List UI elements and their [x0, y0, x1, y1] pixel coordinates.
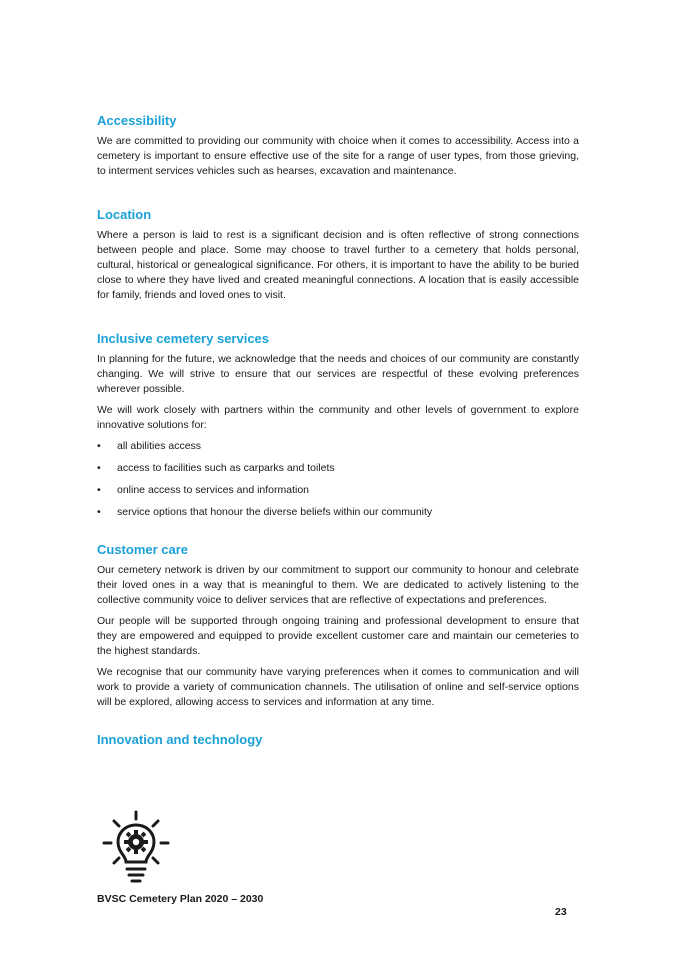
page-number: 23 [555, 906, 567, 918]
paragraph: Where a person is laid to rest is a significant decision and is often reflective of strong connections between people and place. Some may choose to travel further to a cemetery that holds personal, cultural, historical or genealogical significance. For others, it is important to have the ability to be buried close to where they have lived and created meaningful connections. A location that is easily accessible for family, friends and loved ones to visit. [97, 229, 579, 301]
lightbulb-gear-icon [100, 810, 172, 884]
section-accessibility [97, 113, 579, 179]
section-heading: Accessibility [97, 113, 177, 128]
bullet-marker: • [97, 462, 101, 474]
section-innovation-and-technology [97, 732, 579, 748]
paragraph: We will work closely with partners within the community and other levels of government to explore innovative solutions for: [97, 404, 579, 431]
list-item [97, 505, 579, 520]
list-item-text: access to facilities such as carparks and toilets [117, 462, 335, 474]
list-item [97, 483, 579, 498]
section-heading: Customer care [97, 542, 189, 557]
section-location [97, 207, 579, 303]
footer-document-title: BVSC Cemetery Plan 2020 – 2030 [97, 893, 264, 905]
section-inclusive-cemetery-services [97, 331, 579, 520]
list-item-text: online access to services and information [117, 484, 310, 496]
section-heading: Location [97, 207, 152, 222]
paragraph: We recognise that our community have varying preferences when it comes to communication and will work to provide a variety of communication channels. The utilisation of online and self-service options will be explored, allowing access to services and information at any time. [97, 666, 579, 708]
list-item [97, 439, 579, 454]
bullet-marker: • [97, 440, 101, 452]
section-heading: Inclusive cemetery services [97, 331, 270, 346]
paragraph: Our cemetery network is driven by our commitment to support our community to honour and celebrate their loved ones in a way that is meaningful to them. We are dedicated to actively listening to the collective community voice to deliver services that are reflective of expectations and preferences. [97, 564, 579, 606]
page-content [97, 113, 579, 770]
paragraph: Our people will be supported through ongoing training and professional development to ensure that they are empowered and equipped to provide excellent customer care and maintain our cemeteries to the highest standards. [97, 615, 579, 657]
list-item-text: service options that honour the diverse beliefs within our community [117, 506, 433, 518]
section-customer-care [97, 542, 579, 710]
list-item [97, 461, 579, 476]
paragraph: In planning for the future, we acknowledge that the needs and choices of our community are constantly changing. We will strive to ensure that our services are respectful of these evolving preferences wherever possible. [97, 353, 579, 395]
paragraph: We are committed to providing our community with choice when it comes to accessibility. Access into a cemetery is important to ensure effective use of the site for a range of user types, from those grieving, to interment services vehicles such as hearses, excavation and maintenance. [97, 135, 579, 177]
bullet-list [97, 439, 579, 520]
bullet-marker: • [97, 484, 101, 496]
section-heading: Innovation and technology [97, 732, 263, 747]
list-item-text: all abilities access [117, 440, 202, 452]
bullet-marker: • [97, 506, 101, 518]
